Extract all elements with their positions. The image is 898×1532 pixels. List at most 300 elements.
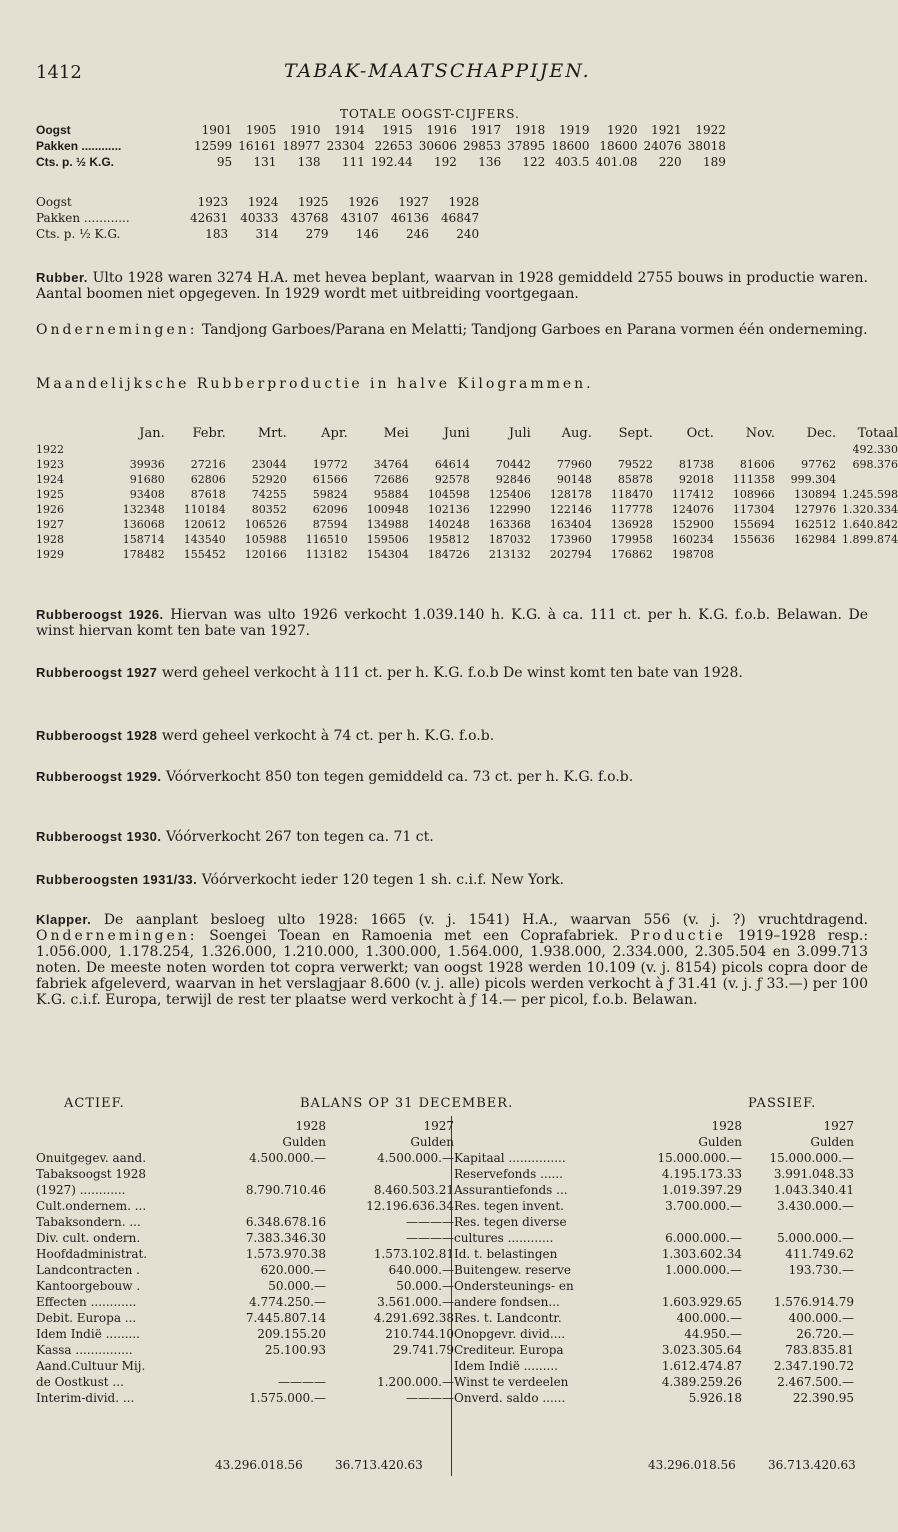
cell: 2.467.500.— [777,1375,854,1389]
table-row [36,1294,454,1310]
cell: 173960 [549,533,592,546]
cell: 146 [355,227,379,241]
cell: 138 [297,155,321,169]
cell: 29853 [462,139,502,153]
oogst-caption: TOTALE OOGST-CIJFERS. [340,107,520,121]
monthly-title: Maandelijksche Rubberproductie in halve Kilogrammen. [36,376,594,392]
cell: 26.720.— [796,1327,854,1341]
balans-title: BALANS OP 31 DECEMBER. [300,1096,514,1111]
cell: 620.000.— [260,1263,326,1277]
cell: 163368 [488,518,531,531]
paragraph-text: Vóórverkocht 850 ton tegen gemiddeld ca. 73 ct. per h. K.G. f.o.b. [165,769,634,785]
table-row [36,1342,454,1358]
cell: 120166 [244,548,287,561]
cell: 3.991.048.33 [773,1167,854,1181]
cell [348,442,409,457]
cell: 209.155.20 [257,1327,326,1341]
cell: 79522 [617,458,653,471]
cell: 72686 [373,473,409,486]
header-spacer [454,1134,632,1150]
paragraph-text: werd geheel verkocht à 74 ct. per h. K.G. f.o.b. [161,728,495,744]
cell: 143540 [183,533,226,546]
cell: 1.320.334 [842,503,898,516]
cell [326,1166,454,1182]
paragraph-lead: Rubberoogsten 1931/33. [36,872,198,887]
cell: 104598 [427,488,470,501]
table-row [36,487,898,502]
cell: 1919 [558,123,590,137]
table-row [36,517,898,532]
row-label: Tabaksondern. ... [36,1215,141,1229]
cell: 220 [658,155,682,169]
passief-label: PASSIEF. [748,1096,817,1111]
paragraph-lead: Rubberoogst 1926. [36,607,164,622]
actief-label: ACTIEF. [64,1096,125,1111]
cell: 77960 [556,458,592,471]
cell: 187032 [488,533,531,546]
cell: 8.460.503.21 [373,1183,454,1197]
cell: 39936 [129,458,165,471]
header-cell: Sept. [618,425,653,441]
row-label: Idem Indië ......... [454,1359,558,1373]
table-row [36,138,726,154]
cell: 100948 [366,503,409,516]
header-cell: Oct. [686,425,714,441]
cell: 1923 [197,195,229,209]
oogst-table-2 [36,194,479,242]
klapper-paragraph [36,912,868,1008]
cell: 492.330 [852,443,898,456]
header-cell: Jan. [139,425,165,441]
header-unit: Gulden [410,1135,454,1149]
cell [714,442,775,457]
cell: 159506 [366,533,409,546]
cts-label: Cts. p. ½ K.G. [36,227,121,241]
cell: 24076 [643,139,682,153]
cell: 640.000.— [388,1263,454,1277]
cell: 4.291.692.38 [373,1311,454,1325]
cell: 1917 [470,123,502,137]
cell: 1916 [426,123,457,137]
cell [632,1214,742,1230]
paragraph-text: Vóórverkocht 267 ton tegen ca. 71 ct. [165,829,434,845]
cell: 111 [341,155,365,169]
oogst-label: Oogst [36,123,71,137]
cell: 22.390.95 [792,1391,854,1405]
cell: 411.749.62 [785,1247,854,1261]
cell [165,442,226,457]
passief-table [454,1118,854,1406]
cell: 7.383.346.30 [245,1231,326,1245]
cell: 3.023.305.64 [661,1343,742,1357]
cell: 1.000.000.— [665,1263,742,1277]
cell: 160234 [671,533,714,546]
table-row [36,210,479,226]
table-row [36,442,898,457]
header-cell: Mei [383,425,409,441]
row-label: 1926 [36,503,64,516]
cell: 155694 [732,518,775,531]
cell: 40333 [240,211,279,225]
table-row [454,1278,854,1294]
cell: 162984 [794,533,837,546]
cell: 81738 [678,458,714,471]
cell: 1921 [651,123,682,137]
cell: 7.445.807.14 [245,1311,326,1325]
cell: 5.000.000.— [777,1231,854,1245]
header-cell: Apr. [321,425,348,441]
cell: 202794 [549,548,592,561]
table-header-row [36,1134,454,1150]
klapper-text-3: 1919–1928 resp.: 1.056.000, 1.178.254, 1.326.000, 1.210.000, 1.300.000, 1.564.000, 1.938.000, 2.334.000, 2.305.504 en 3.099.713 noten. De meeste noten worden tot copra verwerkt; van oogst 1928 werden 10.109 (v. j. 8154) picols copra door de fabriek afgeleverd, waarvan in het verslagjaar 8.600 (v. j. alle) picols werden verkocht à ƒ 31.41 (v. j. ƒ 33.—) per 100 K.G. c.i.f. Europa, terwijl de rest ter plaatse werd verkocht à ƒ 14.— per picol, f.o.b. Belawan. [36,928,869,1008]
cell [226,442,287,457]
row-label: Crediteur. Europa [454,1343,564,1357]
rubber-lead: Rubber. [36,270,88,285]
cell: 279 [305,227,329,241]
cell: 134988 [366,518,409,531]
cell: 90148 [556,473,592,486]
cell: 1.603.929.65 [661,1295,742,1309]
cell: 1918 [514,123,546,137]
cell: 192.44 [370,155,413,169]
header-year-1927: 1927 [823,1119,854,1133]
cell: 1927 [398,195,429,209]
cell: 70442 [495,458,531,471]
ondernemingen-text: Tandjong Garboes/Parana en Melatti; Tandjong Garboes en Parana vormen één onderneming. [201,322,868,338]
cell: 1.303.602.34 [661,1247,742,1261]
cell: 111358 [732,473,775,486]
cell: 18600 [551,139,590,153]
row-label: Id. t. belastingen [454,1247,558,1261]
row-label: Onuitgegev. aand. [36,1151,147,1165]
rubber-paragraph [36,270,868,302]
cell: 43768 [290,211,329,225]
cell: 74255 [251,488,287,501]
row-label: Tabaksoogst 1928 [36,1167,146,1181]
cell: 22653 [374,139,413,153]
cell [326,1358,454,1374]
cell: 91680 [129,473,165,486]
cell: 50.000.— [268,1279,326,1293]
cell: 1905 [245,123,277,137]
cell: 43107 [340,211,379,225]
row-label: (1927) ............ [36,1183,126,1197]
table-row [36,1182,454,1198]
cell: 44.950.— [684,1327,742,1341]
actief-table [36,1118,454,1406]
cell: 1926 [348,195,379,209]
cell: 8.790.710.46 [245,1183,326,1197]
cell: 4.774.250.— [249,1295,326,1309]
header-unit: Gulden [698,1135,742,1149]
table-row [36,532,898,547]
row-label: Buitengew. reserve [454,1263,572,1277]
cell: 1.200.000.— [377,1375,454,1389]
cell: 4.195.173.33 [661,1167,742,1181]
passief-body [454,1150,854,1406]
cell: 163404 [549,518,592,531]
cell: 1.019.397.29 [661,1183,742,1197]
cell [653,442,714,457]
table-row [36,1214,454,1230]
header-cell: Juni [443,425,470,441]
cell: 183 [205,227,229,241]
cell: 5.926.18 [688,1391,742,1405]
cell: 106526 [244,518,287,531]
pakken-label: Pakken ............ [36,139,122,153]
ondernemingen-paragraph [36,322,868,338]
cell: 178482 [122,548,165,561]
header-year [36,424,104,442]
cell: 136068 [122,518,165,531]
row-label: Kapitaal ............... [454,1151,566,1165]
row-label: andere fondsen... [454,1295,560,1309]
table-row [36,1150,454,1166]
paragraph-text: werd geheel verkocht à 111 ct. per h. K.G. f.o.b De winst komt ten bate van 1928. [161,665,743,681]
cell: 127976 [794,503,837,516]
monthly-production-table [36,424,898,562]
cell: 131 [253,155,277,169]
cell: 403.5 [555,155,590,169]
table-row [36,1230,454,1246]
table-header-row [454,1118,854,1134]
cell: 400.000.— [788,1311,854,1325]
paragraph-lead: Rubberoogst 1927 [36,665,158,680]
rubberoogsten-1931-33 [36,872,868,888]
cell: 117778 [610,503,653,516]
row-label: cultures ............ [454,1231,554,1245]
cell [836,547,898,562]
cell: 1914 [334,123,365,137]
row-label: Idem Indië ......... [36,1327,140,1341]
cell: 12599 [194,139,233,153]
table-row [36,502,898,517]
klapper-text-2: Soengei Toean en Ramoenia met een Coprafabriek. [209,928,619,944]
cell: 128178 [549,488,592,501]
rubberoogst-1927 [36,665,868,681]
cell: 210.744.10 [385,1327,454,1341]
cell: 85878 [617,473,653,486]
paragraph-text: Hiervan was ulto 1926 verkocht 1.039.140 h. K.G. à ca. 111 ct. per h. K.G. f.o.b. Belawan. De winst hiervan komt ten bate van 1927. [36,607,869,639]
row-label: Onopgevr. divid.... [454,1327,566,1341]
row-label: Cult.ondernem. ... [36,1199,147,1213]
cell: 97762 [801,458,837,471]
cell: 152900 [671,518,714,531]
row-label: Kantoorgebouw . [36,1279,141,1293]
cell: 105988 [244,533,287,546]
cell [206,1166,326,1182]
cell: 87618 [190,488,226,501]
table-row [454,1198,854,1214]
cell: 46136 [390,211,429,225]
table-row [36,194,479,210]
row-label: Aand.Cultuur Mij. [36,1359,146,1373]
table-row [454,1310,854,1326]
actief-total-1927: 36.713.420.63 [335,1458,423,1472]
cell: 92578 [434,473,470,486]
cell: 18977 [282,139,321,153]
table-row [36,1374,454,1390]
cell: 81606 [739,458,775,471]
header-year-1928: 1928 [295,1119,326,1133]
cell: 783.835.81 [785,1343,854,1357]
row-label: Winst te verdeelen [454,1375,569,1389]
cell: 1924 [247,195,279,209]
cell: 46847 [440,211,480,225]
header-cell: Febr. [192,425,226,441]
cell: 95884 [373,488,409,501]
cell: 140248 [427,518,470,531]
header-year-1927: 1927 [423,1119,454,1133]
cell: 193.730.— [788,1263,854,1277]
cell: 15.000.000.— [769,1151,854,1165]
cell: 1915 [382,123,413,137]
cell: 50.000.— [396,1279,454,1293]
row-label: Hoofdadministrat. [36,1247,148,1261]
row-label: de Oostkust ... [36,1375,124,1389]
row-label: Res. t. Landcontr. [454,1311,562,1325]
cell: 12.196.636.34 [366,1199,454,1213]
cell: 38018 [687,139,726,153]
table-row [36,547,898,562]
table-row [36,1262,454,1278]
klapper-prod-lead: Productie [630,928,726,944]
cell [531,442,592,457]
row-label: Kassa ............... [36,1343,133,1357]
row-label: Debit. Europa ... [36,1311,137,1325]
cell: 1.899.874 [842,533,898,546]
cell: 27216 [190,458,226,471]
oogst-label: Oogst [36,195,72,209]
cell: 3.430.000.— [777,1199,854,1213]
cell: 93408 [129,488,165,501]
actief-body [36,1150,454,1406]
paragraph-lead: Rubberoogst 1930. [36,829,162,844]
cell: 198708 [671,548,714,561]
cell: 136928 [610,518,653,531]
table-row [36,1310,454,1326]
cell: ———— [406,1215,454,1229]
row-label: Interim-divid. ... [36,1391,135,1405]
cell: 1925 [298,195,329,209]
table-header-row [36,424,898,442]
cell: 1910 [290,123,321,137]
cell [714,547,775,562]
row-label: Ondersteunings- en [454,1279,574,1293]
table-row [454,1374,854,1390]
cell: 80352 [251,503,287,516]
cell: 25.100.93 [264,1343,326,1357]
cell: 122146 [549,503,592,516]
cell: 113182 [305,548,348,561]
cell: 400.000.— [676,1311,742,1325]
paragraph-text: Vóórverkocht ieder 120 tegen 1 sh. c.i.f. New York. [201,872,565,888]
cell: 118470 [610,488,653,501]
cell: 130894 [794,488,837,501]
cell: 19772 [312,458,348,471]
row-label: 1924 [36,473,64,486]
row-label: Landcontracten . [36,1263,140,1277]
cell [206,1198,326,1214]
cell [836,472,898,487]
cell: 3.700.000.— [665,1199,742,1213]
table-row [454,1246,854,1262]
pakken-label: Pakken ............ [36,211,130,225]
cell: 59824 [312,488,348,501]
page-number: 1412 [36,62,82,83]
rubberoogst-1928 [36,728,868,744]
cell: 1928 [448,195,480,209]
table-row [454,1390,854,1406]
cell: 30606 [418,139,457,153]
table-row [36,1278,454,1294]
cell [742,1214,854,1230]
cell: 37895 [507,139,546,153]
cell [775,547,836,562]
cell: 314 [255,227,279,241]
cell: 15.000.000.— [657,1151,742,1165]
table-row [36,1246,454,1262]
cell: 62806 [190,473,226,486]
row-label: Div. cult. ondern. [36,1231,141,1245]
cell: 1.043.340.41 [773,1183,854,1197]
cell: 34764 [373,458,409,471]
header-cell: Dec. [806,425,837,441]
header-cell: Aug. [561,425,592,441]
cell [632,1278,742,1294]
header-cell: Juli [508,425,531,441]
cell: 125406 [488,488,531,501]
cell: 999.304 [790,473,837,486]
cell: 110184 [183,503,226,516]
cell: 42631 [190,211,229,225]
table-row [36,1166,454,1182]
cell: 1920 [606,123,638,137]
cell: 162512 [794,518,837,531]
cts-label: Cts. p. ½ K.G. [36,155,115,169]
cell: 122990 [488,503,531,516]
actief-total-1928: 43.296.018.56 [215,1458,303,1472]
table-row [36,154,726,170]
cell: 1.576.914.79 [773,1295,854,1309]
paragraph-lead: Rubberoogst 1928 [36,728,158,743]
table-row [36,1358,454,1374]
cell: 3.561.000.— [377,1295,454,1309]
cell [592,442,653,457]
cell: 240 [456,227,480,241]
row-label: 1923 [36,458,64,471]
cell: ———— [278,1375,326,1389]
cell: 154304 [366,548,409,561]
cell [470,442,531,457]
table-header-row [454,1134,854,1150]
cell: 184726 [427,548,470,561]
rubberoogst-1929 [36,769,868,785]
cell: 136 [478,155,502,169]
table-row [454,1230,854,1246]
cell: 195812 [427,533,470,546]
cell: 4.500.000.— [377,1151,454,1165]
header-cell: Totaal [857,425,898,441]
cell: 116510 [305,533,348,546]
row-label: 1922 [36,443,64,456]
cell: 1.245.598 [842,488,898,501]
table-row [454,1150,854,1166]
cell: 52920 [251,473,287,486]
cell: 6.000.000.— [665,1231,742,1245]
table-row [454,1214,854,1230]
cell: 64614 [434,458,470,471]
